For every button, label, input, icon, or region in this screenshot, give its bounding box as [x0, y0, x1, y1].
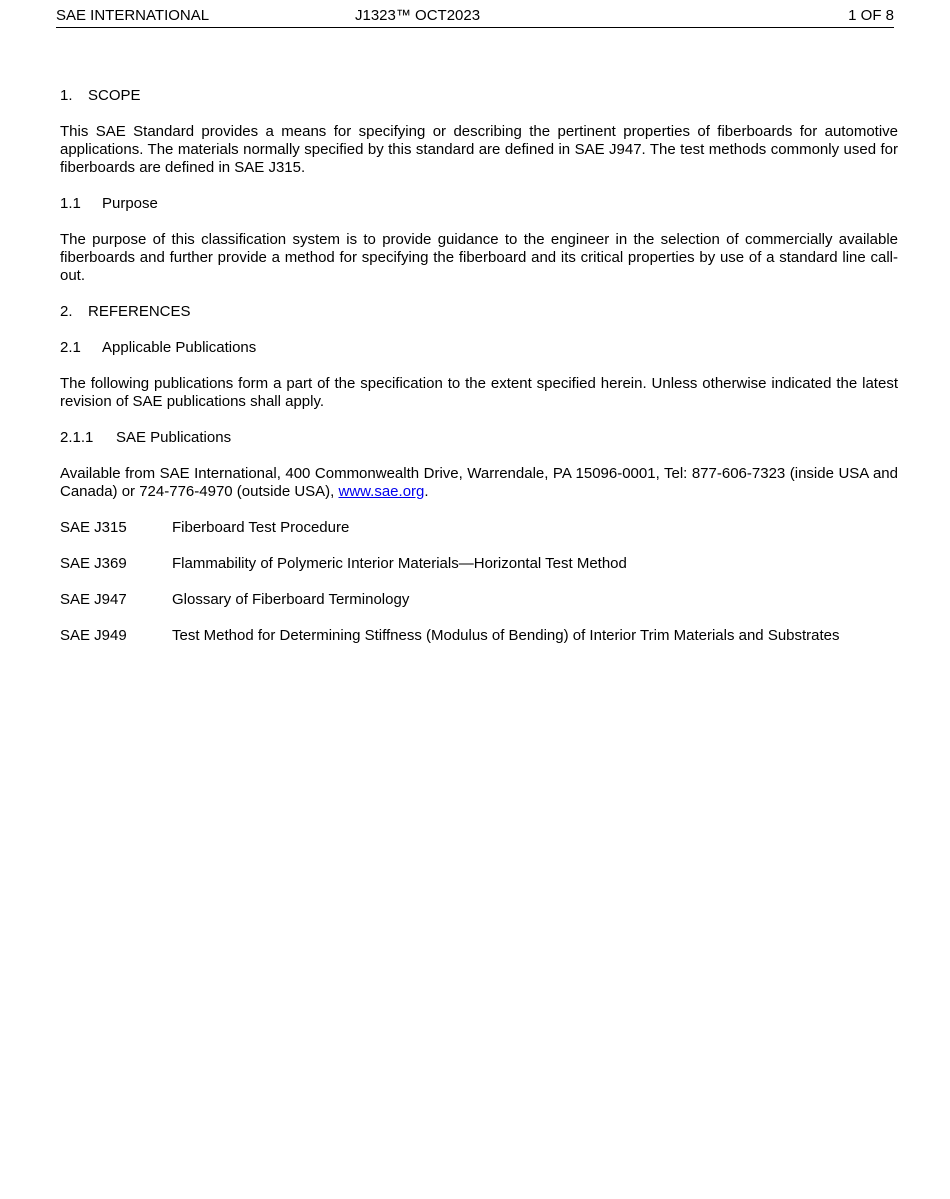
reference-row — [60, 591, 898, 609]
section-1-heading — [60, 87, 898, 105]
reference-code: SAE J949 — [60, 627, 127, 644]
section-number: 2.1 — [60, 339, 81, 356]
section-number: 2.1.1 — [60, 429, 94, 446]
reference-title: Glossary of Fiberboard Terminology — [172, 591, 410, 608]
reference-code: SAE J369 — [60, 555, 127, 572]
sae-publications-paragraph — [60, 465, 898, 501]
section-2-1-heading — [60, 339, 898, 357]
page-header — [56, 7, 894, 28]
section-title: Applicable Publications — [102, 339, 257, 356]
section-title: SCOPE — [88, 87, 141, 104]
purpose-paragraph: The purpose of this classification system is to provide guidance to the engineer in the selection of commercially available fiberboards and further provide a method for specifying the fiberboard and its critical properties by use of a standard line call-out. — [60, 231, 898, 284]
sae-website-link[interactable]: www.sae.org — [338, 483, 425, 500]
section-title: Purpose — [102, 195, 158, 212]
header-org: SAE INTERNATIONAL — [56, 7, 210, 24]
scope-paragraph: This SAE Standard provides a means for specifying or describing the pertinent properties of fiberboards for automotive applications. The materials normally specified by this standard are defined in SAE J947. The test methods commonly used for fiberboards are defined in SAE J315. — [60, 123, 898, 176]
reference-code: SAE J315 — [60, 519, 127, 536]
reference-row — [60, 519, 898, 537]
header-page-number: 1 OF 8 — [848, 7, 894, 24]
section-number: 1. — [60, 87, 73, 104]
reference-title: Flammability of Polymeric Interior Materials—Horizontal Test Method — [172, 555, 627, 572]
section-1-1-heading — [60, 195, 898, 213]
reference-title: Fiberboard Test Procedure — [172, 519, 350, 536]
reference-code: SAE J947 — [60, 591, 127, 608]
section-2-heading — [60, 303, 898, 321]
availability-text: Available from SAE International, 400 Commonwealth Drive, Warrendale, PA 15096-0001, Tel: 877-606-7323 (inside USA and Canada) or 724-776-4970 (outside USA), — [60, 465, 898, 500]
document-body — [60, 87, 898, 663]
applicable-publications-paragraph: The following publications form a part of the specification to the extent specified herein. Unless otherwise indicated the latest revision of SAE publications shall apply. — [60, 375, 898, 410]
section-2-1-1-heading — [60, 429, 898, 447]
section-number: 1.1 — [60, 195, 81, 212]
reference-row — [60, 627, 898, 645]
section-title: SAE Publications — [116, 429, 232, 446]
header-doc-id: J1323™ OCT2023 — [355, 7, 481, 24]
reference-row — [60, 555, 898, 573]
section-title: REFERENCES — [88, 303, 191, 320]
section-number: 2. — [60, 303, 73, 320]
reference-title: Test Method for Determining Stiffness (Modulus of Bending) of Interior Trim Materials and Substrates — [172, 627, 840, 644]
availability-text-end: . — [424, 483, 429, 500]
